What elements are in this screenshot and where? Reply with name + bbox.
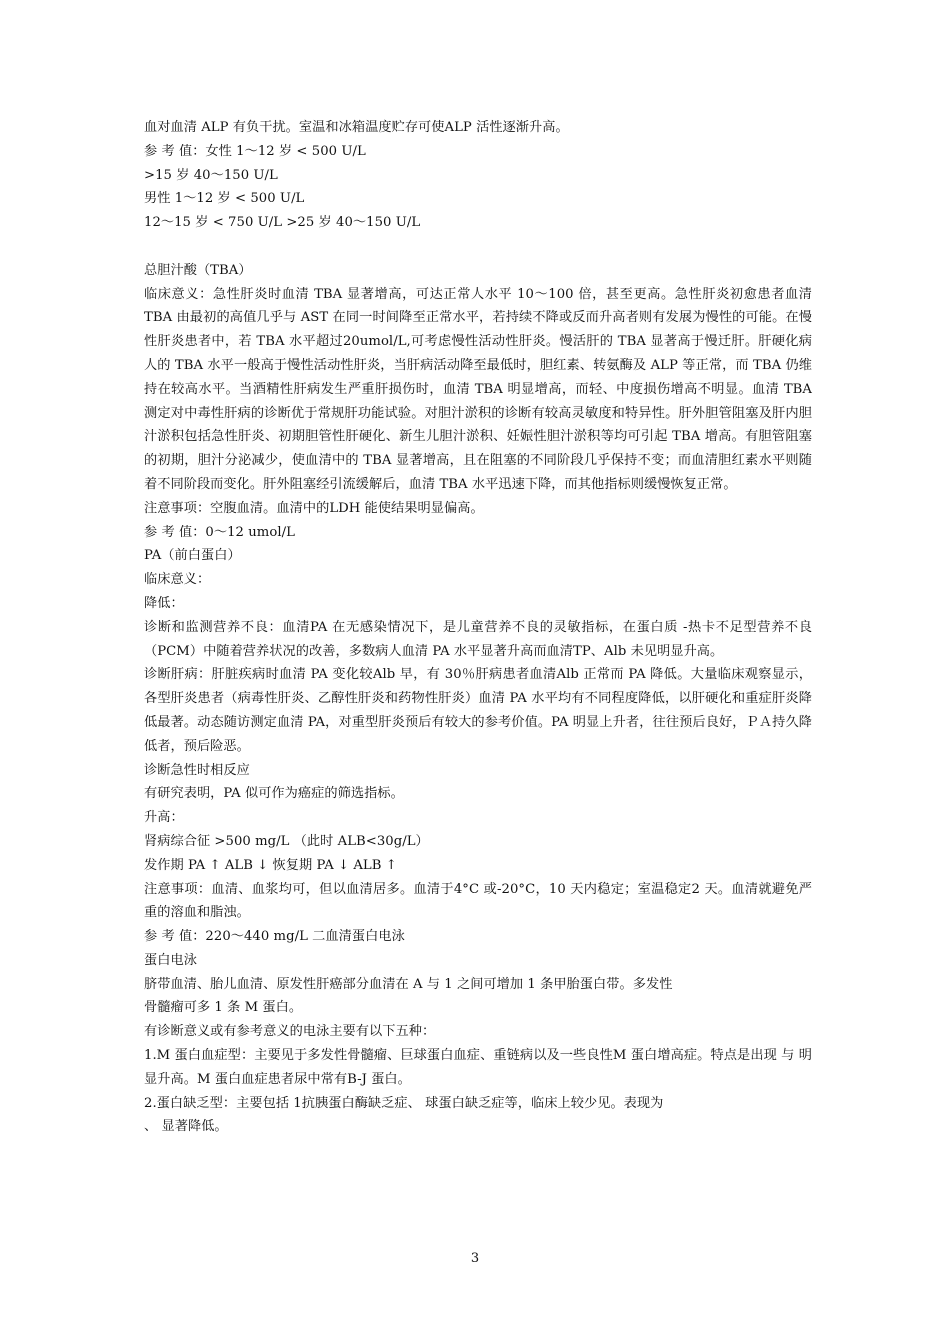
- text-line: PA（前白蛋白）: [144, 548, 241, 564]
- paragraph: 1.M 蛋白血症型：主要见于多发性骨髓瘤、巨球蛋白血症、重链病以及一些良性M 蛋白增高症。特点是出现 与 明显升高。M 蛋白血症患者尿中常有B-J 蛋白。: [144, 1048, 812, 1087]
- paragraph: 临床意义：急性肝炎时血清 TBA 显著增高，可达正常人水平 10～100 倍，甚至更高。急性肝炎初愈患者血清 TBA 由最初的高值几乎与 AST 在同一时间降至正常水平，若持续不降或反而升高者则有发展为慢性的可能。在慢性肝炎患者中，若 TBA 水平超过20umol/L,可考虑慢性活动性肝炎。慢活肝的 TBA 显著高于慢迁肝。肝硬化病人的 TBA 水平一般高于慢性活动性肝炎，当肝病活动降至最低时，胆红素、转氨酶及 ALP 等正常，而 TBA 仍维持在较高水平。当酒精性肝病发生严重肝损伤时，血清 TBA 明显增高，而轻、中度损伤增高不明显。血清 TBA 测定对中毒性肝病的诊断优于常规肝功能试验。对胆汁淤积的诊断有较高灵敏度和特异性。肝外胆管阻塞及肝内胆汁淤积包括急性肝炎、初期胆管性肝硬化、新生儿胆汁淤积、妊娠性胆汁淤积等均可引起 TBA 增高。有胆管阻塞的初期，胆汁分泌减少，使血清中的 TBA 显著增高，且在阻塞的不同阶段几乎保持不变；而血清胆红素水平则随着不同阶段而变化。肝外阻塞经引流缓解后，血清 TBA 水平迅速下降，而其他指标则缓慢恢复正常。: [144, 286, 812, 492]
- paragraph: 诊断肝病：肝脏疾病时血清 PA 变化较Alb 早，有 30％肝病患者血清Alb 正常而 PA 降低。大量临床观察显示，各型肝炎患者（病毒性肝炎、乙醇性肝炎和药物性肝炎）血清 PA 水平均有不同程度降低，以肝硬化和重症肝炎降低最著。动态随访测定血清 PA，对重型肝炎预后有较大的参考价值。PA 明显上升者，往往预后良好，ＰＡ持久降低者，预后险恶。: [144, 667, 812, 754]
- paragraph: 诊断和监测营养不良：血清PA 在无感染情况下，是儿童营养不良的灵敏指标，在蛋白质 -热卡不足型营养不良（PCM）中随着营养状况的改善，多数病人血清 PA 水平显著升高而血清TP、Alb 未见明显升高。: [144, 619, 812, 659]
- text-line: 有诊断意义或有参考意义的电泳主要有以下五种：: [144, 1024, 436, 1040]
- text-line: 有研究表明，PA 似可作为癌症的筛选指标。: [144, 786, 404, 802]
- text-line: 参 考 值：女性 1～12 岁 < 500 U/L: [144, 143, 366, 159]
- text-line: >15 岁 40～150 U/L: [144, 167, 278, 183]
- text-line: 升高：: [144, 810, 184, 826]
- text-line: 诊断急性时相反应: [144, 762, 250, 778]
- text-line: 发作期 PA ↑ ALB ↓ 恢复期 PA ↓ ALB ↑: [144, 857, 397, 873]
- text-line: 注意事项：空腹血清。血清中的LDH 能使结果明显偏高。: [144, 500, 484, 516]
- text-line: 血对血清 ALP 有负干扰。室温和冰箱温度贮存可使ALP 活性逐渐升高。: [144, 120, 569, 135]
- text-line: 参 考 值：220～440 mg/L 二血清蛋白电泳: [144, 929, 405, 945]
- text-line: 男性 1～12 岁 < 500 U/L: [144, 191, 305, 207]
- paragraph: 注意事项：血清、血浆均可，但以血清居多。血清于4°C 或-20°C，10 天内稳定；室温稳定2 天。血清就避免严重的溶血和脂浊。: [144, 881, 812, 921]
- text-line: 骨髓瘤可多 1 条 M 蛋白。: [144, 1000, 303, 1016]
- document-body: [144, 116, 812, 1139]
- text-line: 降低：: [144, 595, 184, 611]
- text-line: 肾病综合征 >500 mg/L （此时 ALB<30g/L）: [144, 833, 429, 849]
- text-line: 临床意义：: [144, 572, 211, 588]
- blank-line: [144, 235, 812, 259]
- text-line: 总胆汁酸（TBA）: [144, 262, 252, 278]
- text-line: 2.蛋白缺乏型：主要包括 1抗胰蛋白酶缺乏症、 球蛋白缺乏症等，临床上较少见。表现为: [144, 1095, 664, 1111]
- text-line: 蛋白电泳: [144, 952, 197, 968]
- page-number: 3: [470, 1251, 480, 1266]
- text-line: 、 显著降低。: [144, 1119, 228, 1135]
- text-line: 参 考 值：0～12 umol/L: [144, 524, 295, 540]
- text-line: 12～15 岁 < 750 U/L >25 岁 40～150 U/L: [144, 215, 421, 231]
- text-line: 脐带血清、胎儿血清、原发性肝癌部分血清在 A 与 1 之间可增加 1 条甲胎蛋白带。多发性: [144, 976, 673, 992]
